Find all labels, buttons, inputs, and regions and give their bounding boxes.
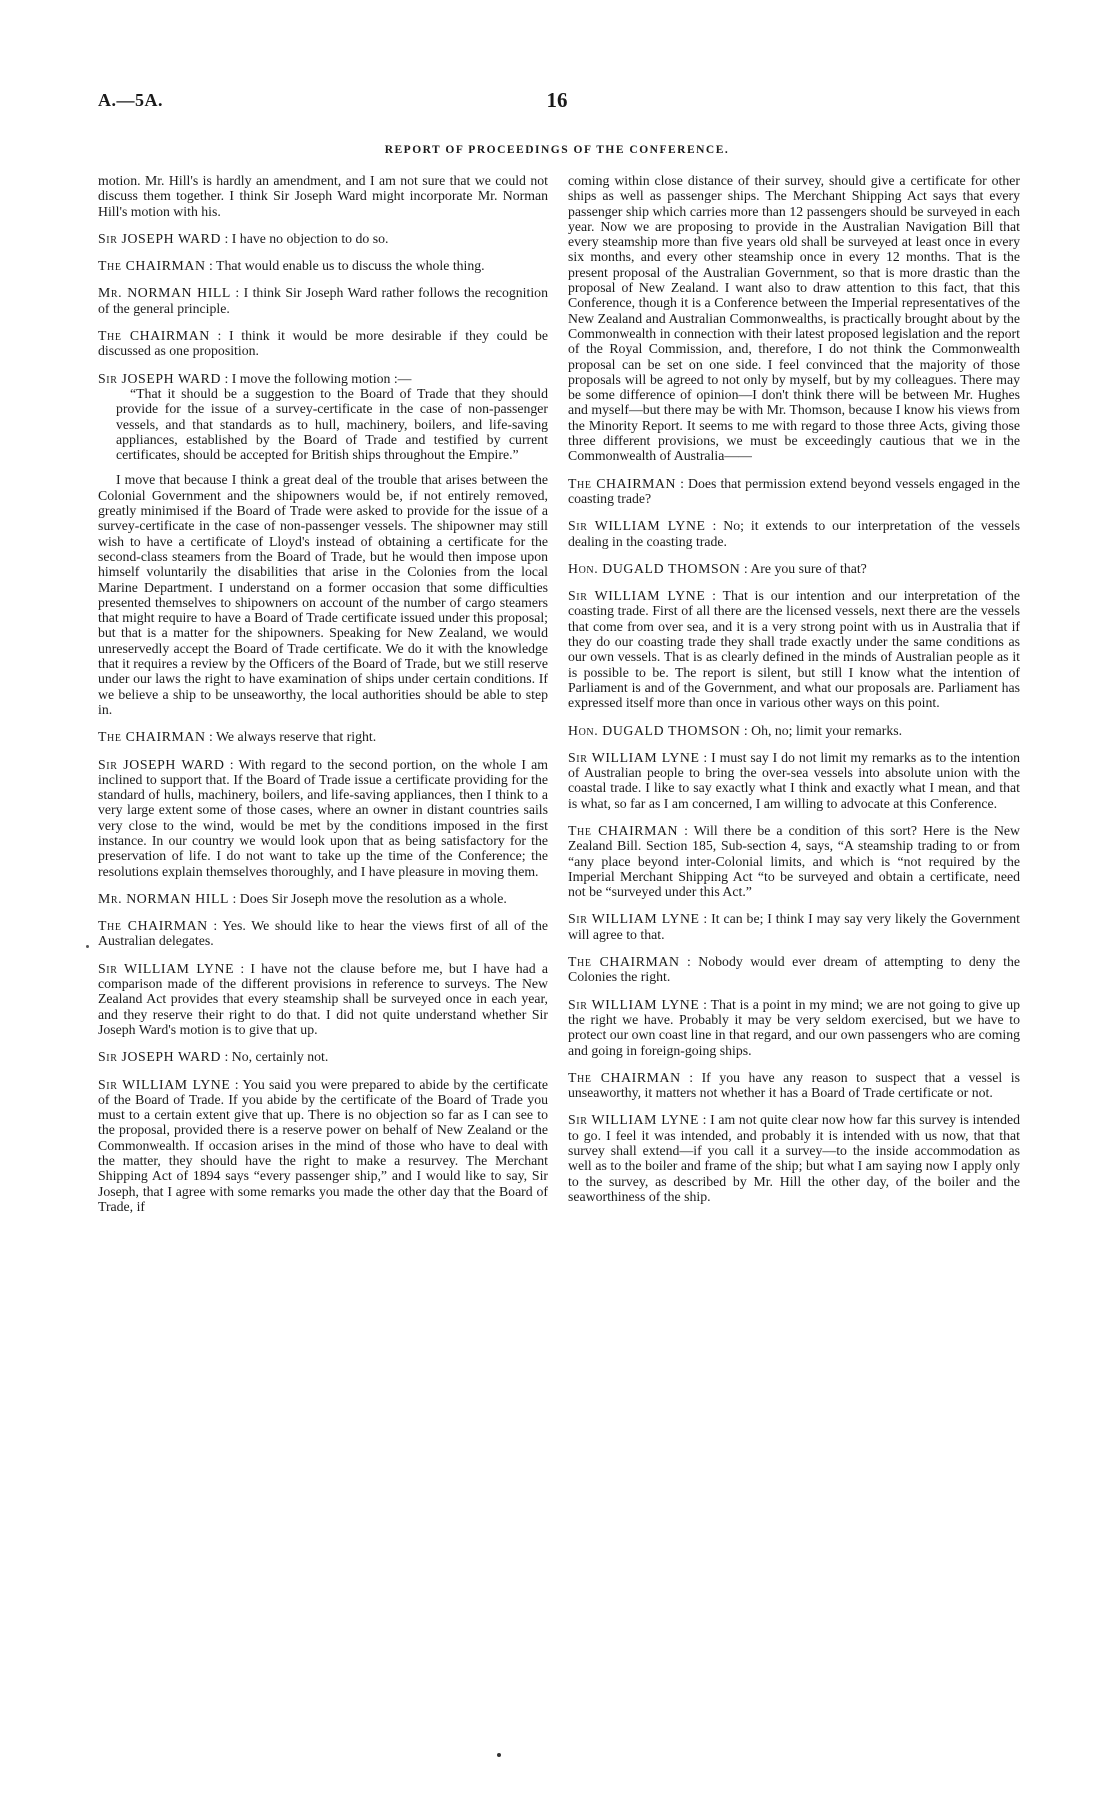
speaker-name: The CHAIRMAN xyxy=(98,729,206,745)
speaker-name: Sir JOSEPH WARD xyxy=(98,1049,222,1065)
printer-mark xyxy=(497,1753,501,1757)
speaker-name: Sir JOSEPH WARD xyxy=(98,756,225,772)
paragraph: Sir WILLIAM LYNE : I am not quite clear now how far this survey is intended to go. I feel it was intended, and probably it is intended with us now, that that survey shall extend—if you call it a survey—to the inside accommodation as well as to the boiler and frame of the ship; but what I am saying now I apply only to the survey, as described by Mr. Hill the other day, of the boiler and the seaworthiness of the ship. xyxy=(568,1112,1021,1204)
paragraph: Sir WILLIAM LYNE : That is our intention and our interpretation of the coasting trade. First of all there are the licensed vessels, next there are the vessels that come from over sea, and it is a very strong point with us in Australia that if they do our coasting trade they shall trade exactly under the same conditions as our own vessels. That is as clearly defined in the minds of Australian people as it is possible to be. The report is silent, but still I know what the intention of Parliament is and of the Government, and what our proposals are. Parliament has expressed itself more than once in various other ways on this point. xyxy=(568,588,1021,711)
document-reference: A.—5A. xyxy=(98,90,163,110)
speaker-name: The CHAIRMAN xyxy=(98,328,210,344)
paragraph: The CHAIRMAN : If you have any reason to suspect that a vessel is unseaworthy, it matters not whether it has a Board of Trade certificate or not. xyxy=(568,1069,1020,1101)
paragraph: The CHAIRMAN : Yes. We should like to hear the views first of all of the Australian delegates. xyxy=(98,918,548,949)
paragraph: Sir WILLIAM LYNE : I must say I do not limit my remarks as to the intention of Australian people to bring the over-sea vessels into absolute union with the coastal trade. I like to say exactly what I think and exactly what I mean, and that is what, so far as I am concerned, I am willing to advocate at this Conference. xyxy=(568,749,1020,811)
speaker-name: The CHAIRMAN xyxy=(98,918,208,934)
speaker-name: Sir WILLIAM LYNE xyxy=(568,518,706,534)
paragraph: coming within close distance of their survey, should give a certificate for other ships as well as passenger ships. The Merchant Shipping Act says that every passenger ship which carries more than 12 passengers should be surveyed in each year. Now we are proposing to provide in the Australian Navigation Bill that every steamship more than five years old shall be surveyed at least once in every six months, and every other steamship once in every 12 months. That is the present proposal of the Australian Government, so that is more drastic than the proposal of New Zealand. I want also to draw attention to this fact, that this Conference, though it is a Conference between the Imperial representatives of the New Zealand and Australian Commonwealths, is practically brought about by the Commonwealth in connection with their latest proposed legislation and the report of the Royal Commission, and, therefore, I do not think the Commonwealth proposal can be set on one side. I feel convinced that the majority of those proposals will be agreed to not only by myself, but by my colleagues. There may be some difference of opinion—I don't think there will be between Mr. Hughes and myself—but there may be with Mr. Thomson, because I know his views from the Minority Report. It seems to me with regard to those three Acts, giving those three different provisions, we must be exceedingly cautious that we in the Commonwealth of Australia—— xyxy=(568,173,1020,464)
speaker-name: Sir JOSEPH WARD xyxy=(98,370,222,386)
speaker-name: Sir WILLIAM LYNE xyxy=(98,1076,231,1092)
left-column xyxy=(98,173,548,1226)
paragraph: The CHAIRMAN : We always reserve that right. xyxy=(98,729,377,745)
paragraph: The CHAIRMAN : Nobody would ever dream of attempting to deny the Colonies the right. xyxy=(568,954,1020,985)
speaker-name: Sir WILLIAM LYNE xyxy=(568,911,700,927)
speaker-name: The CHAIRMAN xyxy=(568,954,680,970)
paragraph: Sir JOSEPH WARD : I move the following motion :— xyxy=(98,370,412,386)
motion-quote: “That it should be a suggestion to the Board of Trade that they should provide for the issue of a survey-certificate in the case of non-passenger vessels, and that standards as to hull, machinery, boilers, and life-saving appliances, established by the Board of Trade and testified by current certificates, should be accepted for British ships throughout the Empire.” xyxy=(116,385,548,463)
paragraph: Sir WILLIAM LYNE : That is a point in my mind; we are not going to give up the right we have. Probably it may be very seldom exercised, but we have to protect our own coast line in that regard, and our own passengers who are coming and going in foreign-going ships. xyxy=(568,996,1020,1058)
speaker-name: Sir WILLIAM LYNE xyxy=(568,1112,700,1128)
speaker-name: Mr. NORMAN HILL xyxy=(98,285,231,301)
paragraph: Mr. NORMAN HILL : Does Sir Joseph move the resolution as a whole. xyxy=(98,890,507,906)
paragraph: Mr. NORMAN HILL : I think Sir Joseph Ward rather follows the recognition of the general principle. xyxy=(98,285,548,316)
margin-mark xyxy=(86,945,89,948)
paragraph: The CHAIRMAN : Will there be a condition of this sort? Here is the New Zealand Bill. Section 185, Sub-section 4, says, “A steamship trading to or from “any place beyond inter-Colonial limits, and which is “not required by the Imperial Merchant Shipping Act “to be surveyed and obtain a certificate, need not be “surveyed under this Act.” xyxy=(568,822,1020,900)
speaker-name: Sir WILLIAM LYNE xyxy=(568,749,700,765)
paragraph: Sir JOSEPH WARD : I have no objection to do so. xyxy=(98,230,389,246)
paragraph: I move that because I think a great deal of the trouble that arises between the Colonial Government and the shipowners would be, if not entirely removed, greatly minimised if the Board of Trade were asked to provide for the issue of a survey-certificate in the case of non-passenger vessels. The shipowner may still wish to have a certificate of Lloyd's instead of obtaining a certificate for the second-class steamers from the Board of Trade, but he would then impose upon himself voluntarily the disabilities that arise in the Colonies from the local Marine Department. I understand on a former occasion that some difficulties presented themselves to shipowners on account of the number of cargo steamers that might require to have a Board of Trade certificate issued under this proposal; but that is a matter for the shipowners. Speaking for New Zealand, we would unreservedly accept the Board of Trade certificate. We do it with the knowledge that it requires a review by the Officers of the Board of Trade, but we still reserve under our laws the right to have examination of ships under certain conditions. If we believe a ship to be unseaworthy, the local authorities should be able to step in. xyxy=(98,472,548,717)
paragraph: Sir WILLIAM LYNE : I have not the clause before me, but I have had a comparison made of the different provisions in reference to surveys. The New Zealand Act provides that every steamship shall be surveyed once in each year, and they reserve their right to do that. I did not quite understand whether Sir Joseph Ward's motion is to give that up. xyxy=(98,960,548,1037)
speaker-name: Sir WILLIAM LYNE xyxy=(98,960,235,976)
paragraph: motion. Mr. Hill's is hardly an amendment, and I am not sure that we could not discuss them together. I think Sir Joseph Ward might incorporate Mr. Norman Hill's motion with his. xyxy=(98,173,548,219)
paragraph: Hon. DUGALD THOMSON : Are you sure of that? xyxy=(568,560,867,576)
speaker-name: Hon. DUGALD THOMSON xyxy=(568,560,741,576)
speaker-name: The CHAIRMAN xyxy=(568,1069,681,1085)
speaker-name: The CHAIRMAN xyxy=(98,258,206,274)
speaker-name: Hon. DUGALD THOMSON xyxy=(568,722,741,738)
speaker-name: The CHAIRMAN xyxy=(568,822,679,838)
paragraph: Hon. DUGALD THOMSON : Oh, no; limit your remarks. xyxy=(568,722,903,738)
speaker-name: Sir WILLIAM LYNE xyxy=(568,996,700,1012)
paragraph: Sir JOSEPH WARD : No, certainly not. xyxy=(98,1049,329,1065)
paragraph: Sir WILLIAM LYNE : No; it extends to our interpretation of the vessels dealing in the coasting trade. xyxy=(568,518,1021,549)
speaker-name: Mr. NORMAN HILL xyxy=(98,890,230,906)
paragraph: The CHAIRMAN : That would enable us to discuss the whole thing. xyxy=(98,258,485,274)
right-column xyxy=(568,173,1020,1216)
running-title: REPORT OF PROCEEDINGS OF THE CONFERENCE. xyxy=(384,144,730,156)
paragraph: Sir JOSEPH WARD : With regard to the second portion, on the whole I am inclined to support that. If the Board of Trade issue a certificate providing for the standard of hulls, machinery, boilers, and life-saving appliances, then I think to a very large extent some of those cases, where an owner in distant countries sails very close to the wind, would be met by the conditions imposed in the first instance. In our country we would look upon that as being satisfactory for the preservation of life. I do not want to take up the time of the Conference; the resolutions explain themselves thoroughly, and I have pleasure in moving them. xyxy=(98,756,548,879)
speaker-name: The CHAIRMAN xyxy=(568,475,677,491)
paragraph: The CHAIRMAN : Does that permission extend beyond vessels engaged in the coasting trade? xyxy=(568,475,1020,506)
paragraph: The CHAIRMAN : I think it would be more desirable if they could be discussed as one proposition. xyxy=(98,328,549,359)
page-number: 16 xyxy=(546,88,568,112)
speaker-name: Sir WILLIAM LYNE xyxy=(568,588,706,604)
paragraph: Sir WILLIAM LYNE : It can be; I think I may say very likely the Government will agree to that. xyxy=(568,911,1020,942)
paragraph: Sir WILLIAM LYNE : You said you were prepared to abide by the certificate of the Board of Trade. If you abide by the certificate of the Board of Trade you must to a certain extent give that up. There is no objection so far as I can see to the proposal, provided there is a reserve power on behalf of New Zealand or the Commonwealth. If occasion arises in the mind of those who have to deal with the matter, they should have the right to make a resurvey. The Merchant Shipping Act of 1894 says “every passenger ship,” and I would like to say, Sir Joseph, that I agree with some remarks you made the other day that the Board of Trade, if xyxy=(98,1076,548,1214)
speaker-name: Sir JOSEPH WARD xyxy=(98,230,222,246)
